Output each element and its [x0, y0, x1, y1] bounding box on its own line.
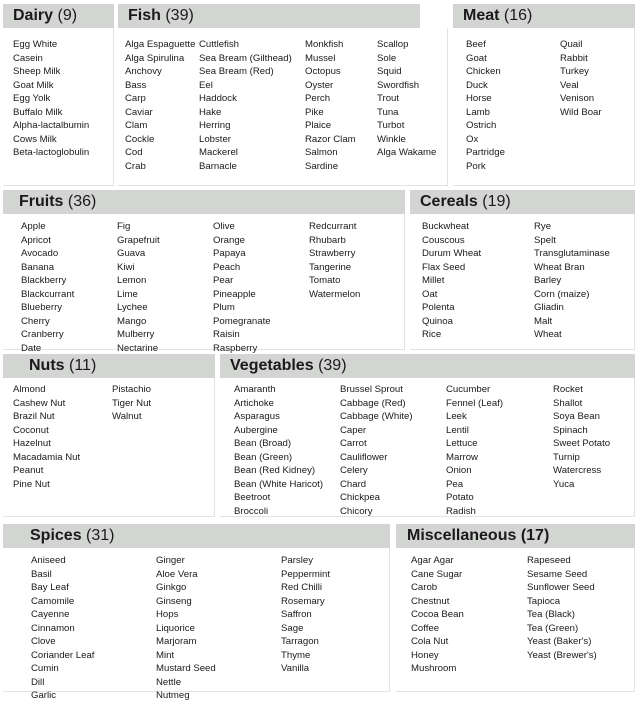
allergen-item: Wheat Bran: [534, 261, 585, 273]
allergen-item: Almond: [13, 384, 46, 395]
item-columns: [21, 220, 360, 355]
allergen-item: Rapeseed: [527, 555, 571, 566]
allergen-item: Parsley: [281, 555, 313, 566]
allergen-item: Rosemary: [281, 595, 325, 607]
allergen-item: Malt: [534, 315, 553, 327]
item-column: [13, 38, 89, 160]
allergen-item: Radish: [446, 505, 476, 517]
allergen-item: Avocado: [21, 248, 59, 259]
allergen-item: Ostrich: [466, 120, 497, 131]
panel-vegetables: [220, 354, 635, 517]
allergen-item: Yeast (Brewer's): [527, 649, 597, 661]
allergen-item: Coconut: [13, 424, 49, 436]
allergen-item: Broccoli: [234, 505, 269, 517]
allergen-item: Onion: [446, 465, 472, 476]
allergen-item: Sole: [377, 52, 397, 64]
allergen-item: Perch: [305, 93, 331, 104]
item-columns: [31, 554, 330, 703]
allergen-item: Pea: [446, 478, 464, 490]
allergen-item: Pine Nut: [13, 478, 50, 490]
allergen-item: Peanut: [13, 465, 44, 476]
allergen-item: Crab: [125, 160, 146, 172]
category-count: (19): [482, 193, 511, 210]
allergen-item: Tarragon: [281, 636, 319, 647]
category-title: Dairy: [13, 7, 54, 24]
allergen-item: Egg White: [13, 39, 58, 50]
allergen-item: Celery: [340, 465, 368, 476]
panel-header: [3, 354, 215, 378]
allergen-item: Coffee: [411, 622, 440, 634]
allergen-item: Cinnamon: [31, 622, 75, 634]
allergen-item: Plaice: [305, 120, 332, 131]
allergen-item: Nectarine: [117, 342, 159, 354]
allergen-item: Mango: [117, 315, 147, 327]
allergen-item: Alpha-lactalbumin: [13, 120, 90, 131]
item-column: [199, 38, 305, 173]
allergen-item: Cows Milk: [13, 133, 57, 145]
allergen-item: Tea (Black): [527, 609, 575, 620]
allergen-item: Turbot: [377, 120, 405, 131]
allergen-item: Red Chilli: [281, 582, 323, 593]
allergen-item: Millet: [422, 275, 445, 286]
allergen-item: Raspberry: [213, 342, 258, 354]
allergen-item: Oat: [422, 288, 438, 300]
allergen-item: Beetroot: [234, 492, 271, 503]
allergen-item: Aubergine: [234, 424, 278, 436]
allergen-item: Dill: [31, 676, 45, 688]
allergen-item: Sunflower Seed: [527, 582, 595, 593]
allergen-item: Polenta: [422, 302, 455, 313]
category-count: (36): [67, 193, 97, 210]
allergen-item: Thyme: [281, 649, 311, 661]
panel-fish: [118, 4, 448, 186]
allergen-item: Buckwheat: [422, 221, 469, 232]
allergen-item: Mint: [156, 649, 175, 661]
allergen-item: Egg Yolk: [13, 93, 51, 104]
allergen-item: Venison: [560, 93, 595, 104]
category-title: Fish: [128, 7, 161, 24]
allergen-item: Quail: [560, 39, 583, 50]
category-title: Vegetables: [230, 357, 314, 374]
allergen-item: Tiger Nut: [112, 397, 152, 409]
allergen-item: Cranberry: [21, 329, 64, 340]
allergen-item: Leek: [446, 411, 467, 422]
allergen-item: Spinach: [553, 424, 588, 436]
item-column: [117, 220, 213, 355]
category-count: (11): [69, 357, 97, 374]
allergen-item: Flax Seed: [422, 261, 466, 273]
allergen-item: Walnut: [112, 411, 142, 422]
allergen-item: Ginseng: [156, 595, 192, 607]
category-title: Cereals: [420, 193, 478, 210]
allergen-item: Mulberry: [117, 329, 155, 340]
allergen-item: Marrow: [446, 451, 478, 463]
allergen-item: Ox: [466, 133, 479, 145]
allergen-item: Artichoke: [234, 397, 274, 409]
allergen-item: Rocket: [553, 384, 583, 395]
allergen-item: Alga Espaguette: [125, 39, 196, 50]
allergen-item: Alga Wakame: [377, 147, 437, 158]
allergen-item: Cuttlefish: [199, 39, 239, 50]
panel-meat: [453, 4, 635, 186]
allergen-item: Saffron: [281, 609, 312, 620]
allergen-item: Orange: [213, 234, 245, 246]
allergen-item: Oyster: [305, 79, 334, 91]
allergen-item: Cola Nut: [411, 636, 449, 647]
allergen-item: Cashew Nut: [13, 397, 66, 409]
allergen-item: Tea (Green): [527, 622, 579, 634]
allergen-item: Pike: [305, 106, 324, 118]
allergen-item: Veal: [560, 79, 579, 91]
item-column: [112, 383, 151, 491]
allergen-item: Blueberry: [21, 302, 63, 313]
allergen-item: Agar Agar: [411, 555, 454, 566]
allergen-item: Wheat: [534, 329, 562, 340]
allergen-item: Trout: [377, 93, 400, 104]
item-column: [309, 220, 360, 355]
allergen-item: Sardine: [305, 160, 339, 172]
allergen-item: Cane Sugar: [411, 568, 463, 580]
allergen-item: Alga Spirulina: [125, 52, 185, 64]
allergen-item: Cabbage (Red): [340, 397, 406, 409]
item-column: [125, 38, 199, 173]
allergen-item: Pistachio: [112, 384, 151, 395]
allergen-item: Cauliflower: [340, 451, 388, 463]
allergen-item: Banana: [21, 261, 55, 273]
allergen-item: Pineapple: [213, 288, 256, 300]
allergen-item: Tuna: [377, 106, 399, 118]
item-column: [553, 383, 610, 518]
allergen-item: Duck: [466, 79, 488, 91]
panel-header: [3, 4, 114, 28]
allergen-item: Cherry: [21, 315, 50, 327]
allergen-item: Casein: [13, 52, 43, 64]
allergen-item: Marjoram: [156, 636, 197, 647]
allergen-item: Horse: [466, 93, 492, 104]
allergen-item: Fennel (Leaf): [446, 397, 504, 409]
allergen-item: Clove: [31, 636, 56, 647]
allergen-item: Bass: [125, 79, 147, 91]
panel-header: [453, 4, 635, 28]
allergen-item: Carp: [125, 93, 146, 104]
allergen-item: Goat Milk: [13, 79, 54, 91]
allergen-item: Monkfish: [305, 39, 344, 50]
panel-dairy: [3, 4, 114, 186]
allergen-item: Cayenne: [31, 609, 70, 620]
allergen-item: Redcurrant: [309, 221, 357, 232]
allergen-item: Swordfish: [377, 79, 420, 91]
item-columns: [13, 38, 89, 160]
allergen-item: Peach: [213, 261, 241, 273]
allergen-item: Aloe Vera: [156, 568, 198, 580]
allergen-item: Lamb: [466, 106, 490, 118]
allergen-item: Yeast (Baker's): [527, 636, 592, 647]
allergen-item: Eel: [199, 79, 213, 91]
allergen-item: Sea Bream (Red): [199, 66, 274, 77]
allergen-item: Chickpea: [340, 492, 380, 503]
allergen-item: Hake: [199, 106, 222, 118]
allergen-item: Buffalo Milk: [13, 106, 63, 118]
allergen-item: Bean (Green): [234, 451, 293, 463]
panel-header: [410, 190, 635, 214]
item-column: [305, 38, 377, 173]
allergen-item: Liquorice: [156, 622, 195, 634]
allergen-item: Yuca: [553, 478, 575, 490]
allergen-item: Peppermint: [281, 568, 331, 580]
allergen-item: Lime: [117, 288, 138, 300]
allergen-item: Apple: [21, 221, 46, 232]
item-column: [213, 220, 309, 355]
allergen-item: Barnacle: [199, 160, 237, 172]
item-column: [534, 220, 610, 342]
allergen-item: Bean (Red Kidney): [234, 465, 316, 476]
allergen-item: Cucumber: [446, 384, 491, 395]
allergen-item: Bay Leaf: [31, 582, 69, 593]
allergen-item: Nutmeg: [156, 690, 190, 701]
allergen-item: Date: [21, 342, 42, 354]
allergen-item: Chestnut: [411, 595, 450, 607]
allergen-item: Mussel: [305, 52, 336, 64]
panel-miscellaneous: [396, 524, 635, 692]
item-column: [422, 220, 534, 342]
allergen-item: Lettuce: [446, 438, 478, 449]
allergen-item: Soya Bean: [553, 411, 600, 422]
allergen-item: Octopus: [305, 66, 341, 77]
allergen-item: Carob: [411, 582, 438, 593]
item-columns: [13, 383, 151, 491]
allergen-item: Watermelon: [309, 288, 361, 300]
allergen-item: Hops: [156, 609, 179, 620]
allergen-item: Olive: [213, 221, 235, 232]
category-title: Miscellaneous: [407, 527, 517, 544]
item-column: [377, 38, 436, 173]
allergen-item: Spelt: [534, 234, 556, 246]
allergen-item: Shallot: [553, 397, 583, 409]
allergen-item: Apricot: [21, 234, 51, 246]
item-column: [446, 383, 553, 518]
allergen-item: Quinoa: [422, 315, 453, 327]
allergen-item: Raisin: [213, 329, 240, 340]
allergen-item: Nettle: [156, 676, 182, 688]
allergen-item: Mackerel: [199, 147, 238, 158]
allergen-item: Beef: [466, 39, 486, 50]
allergen-item: Cockle: [125, 133, 155, 145]
item-column: [466, 38, 560, 173]
allergen-item: Turkey: [560, 66, 589, 77]
allergen-item: Ginkgo: [156, 582, 187, 593]
allergen-item: Tapioca: [527, 595, 561, 607]
allergen-item: Haddock: [199, 93, 237, 104]
panel-fruits: [3, 190, 405, 354]
allergen-item: Blackberry: [21, 275, 67, 286]
allergen-item: Chard: [340, 478, 367, 490]
allergen-item: Goat: [466, 52, 487, 64]
allergen-item: Rhubarb: [309, 234, 346, 246]
category-title: Fruits: [19, 193, 64, 210]
category-count: (39): [318, 357, 347, 374]
category-title: Meat: [463, 7, 500, 24]
allergen-item: Pear: [213, 275, 234, 286]
category-title: Spices: [30, 527, 82, 544]
allergen-item: Lemon: [117, 275, 147, 286]
allergen-item: Coriander Leaf: [31, 649, 95, 661]
allergen-item: Pomegranate: [213, 315, 271, 327]
allergen-item: Scallop: [377, 39, 409, 50]
allergen-item: Sheep Milk: [13, 66, 61, 77]
allergen-item: Strawberry: [309, 248, 356, 259]
allergen-item: Turnip: [553, 451, 580, 463]
allergen-item: Cabbage (White): [340, 411, 413, 422]
allergen-item: Sage: [281, 622, 304, 634]
allergen-item: Rabbit: [560, 52, 588, 64]
allergen-item: Ginger: [156, 555, 185, 566]
panel-header: [3, 190, 405, 214]
allergen-item: Camomile: [31, 595, 75, 607]
allergen-item: Rye: [534, 221, 552, 232]
allergen-item: Pork: [466, 160, 486, 172]
allergen-item: Barley: [534, 275, 562, 286]
allergen-item: Cod: [125, 147, 143, 158]
allergen-item: Gliadin: [534, 302, 564, 313]
allergen-item: Brazil Nut: [13, 411, 55, 422]
allergen-item: Durum Wheat: [422, 248, 482, 259]
panel-nuts: [3, 354, 215, 517]
item-column: [527, 554, 597, 676]
item-columns: [125, 38, 436, 173]
allergen-item: Aniseed: [31, 555, 66, 566]
allergen-item: Bean (Broad): [234, 438, 292, 449]
panel-cereals: [410, 190, 635, 350]
allergen-item: Kiwi: [117, 261, 135, 273]
allergen-item: Watercress: [553, 465, 602, 476]
allergen-item: Garlic: [31, 690, 57, 701]
allergen-item: Carrot: [340, 438, 367, 449]
allergen-item: Corn (maize): [534, 288, 590, 300]
allergen-item: Tomato: [309, 275, 341, 286]
allergen-item: Guava: [117, 248, 146, 259]
allergen-item: Rice: [422, 329, 442, 340]
item-column: [560, 38, 602, 173]
item-columns: [411, 554, 597, 676]
allergen-item: Wild Boar: [560, 106, 602, 118]
panel-header: [220, 354, 635, 378]
allergen-item: Grapefruit: [117, 234, 160, 246]
allergen-item: Winkle: [377, 133, 406, 145]
category-count: (16): [503, 7, 533, 24]
allergen-item: Cocoa Bean: [411, 609, 464, 620]
allergen-item: Sweet Potato: [553, 438, 611, 449]
allergen-item: Caviar: [125, 106, 153, 118]
item-columns: [234, 383, 610, 518]
item-columns: [466, 38, 602, 173]
allergen-item: Chicory: [340, 505, 373, 517]
allergen-item: Razor Clam: [305, 133, 356, 145]
item-column: [21, 220, 117, 355]
allergen-item: Transglutaminase: [534, 248, 610, 259]
allergen-item: Papaya: [213, 248, 246, 259]
item-column: [411, 554, 527, 676]
allergen-item: Asparagus: [234, 411, 280, 422]
panel-header: [118, 4, 420, 28]
allergen-item: Herring: [199, 120, 231, 131]
allergen-item: Mustard Seed: [156, 663, 216, 674]
panel-header: [396, 524, 635, 548]
allergen-item: Lentil: [446, 424, 469, 436]
allergen-item: Basil: [31, 568, 52, 580]
allergen-item: Beta-lactoglobulin: [13, 147, 90, 158]
allergen-item: Brussel Sprout: [340, 384, 403, 395]
allergen-item: Sesame Seed: [527, 568, 588, 580]
allergen-item: Clam: [125, 120, 148, 131]
allergen-item: Tangerine: [309, 261, 352, 273]
item-column: [156, 554, 281, 703]
allergen-item: Hazelnut: [13, 438, 51, 449]
item-column: [234, 383, 340, 518]
allergen-item: Honey: [411, 649, 439, 661]
allergen-item: Lobster: [199, 133, 231, 145]
allergen-item: Lychee: [117, 302, 148, 313]
panel-header: [3, 524, 390, 548]
item-column: [13, 383, 112, 491]
allergen-item: Cumin: [31, 663, 59, 674]
item-column: [281, 554, 330, 703]
category-count: (31): [86, 527, 115, 544]
allergen-item: Fig: [117, 221, 131, 232]
panel-spices: [3, 524, 390, 701]
allergen-item: Vanilla: [281, 663, 310, 674]
category-count: (39): [165, 7, 194, 24]
allergen-item: Potato: [446, 492, 474, 503]
allergen-item: Plum: [213, 302, 235, 313]
allergen-item: Macadamia Nut: [13, 451, 81, 463]
item-column: [340, 383, 446, 518]
allergen-item: Salmon: [305, 147, 338, 158]
allergen-item: Blackcurrant: [21, 288, 75, 300]
allergen-item: Sea Bream (Gilthead): [199, 52, 292, 64]
allergen-item: Couscous: [422, 234, 465, 246]
item-column: [31, 554, 156, 703]
item-columns: [422, 220, 610, 342]
category-count: (17): [520, 527, 550, 544]
allergen-item: Chicken: [466, 66, 501, 77]
allergen-item: Amaranth: [234, 384, 276, 395]
allergen-item: Anchovy: [125, 66, 162, 77]
category-title: Nuts: [29, 357, 65, 374]
allergen-item: Caper: [340, 424, 367, 436]
category-count: (9): [57, 7, 78, 24]
allergen-item: Squid: [377, 66, 402, 77]
allergen-item: Bean (White Haricot): [234, 478, 324, 490]
allergen-item: Mushroom: [411, 663, 457, 674]
allergen-item: Partridge: [466, 147, 505, 158]
